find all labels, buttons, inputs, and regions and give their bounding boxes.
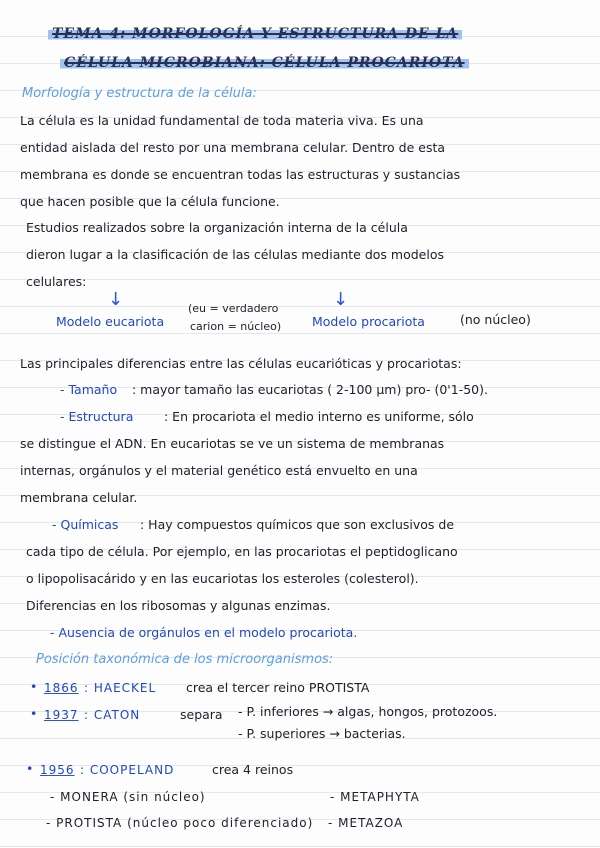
paragraph-line-7: celulares:	[26, 274, 87, 289]
difference-organelles: - Ausencia de orgánulos en el modelo procariota.	[50, 625, 358, 640]
kingdom-monera: - MONERA (sin núcleo)	[50, 790, 206, 804]
page-title-line-2: CÉLULA MICROBIANA: CÉLULA PROCARIOTA	[60, 55, 469, 71]
difference-chemical-line-4: Diferencias en los ribosomas y algunas enzimas.	[26, 598, 331, 613]
difference-chemical-line-3: o lipopolisacárido y en las eucariotas los esteroles (colesterol).	[26, 571, 419, 586]
copeland-text: crea 4 reinos	[212, 762, 294, 777]
difference-structure-line-4: membrana celular.	[20, 490, 138, 505]
paragraph-line-6: dieron lugar a la clasificación de las células mediante dos modelos	[26, 247, 444, 262]
model-prokaryote-note: (no núcleo)	[460, 312, 531, 327]
caton-text: separa	[180, 707, 223, 722]
copeland-name: : COOPELAND	[80, 763, 175, 777]
kingdom-protista: - PROTISTA (núcleo poco diferenciado)	[46, 816, 314, 830]
haeckel-year: 1866	[44, 681, 79, 695]
model-eukaryote-label: Modelo eucariota	[56, 314, 165, 329]
bullet-icon: •	[30, 706, 38, 721]
difference-chemical-line-1: : Hay compuestos químicos que son exclusivos de	[140, 517, 455, 532]
paragraph-line-1: La célula es la unidad fundamental de toda materia viva. Es una	[20, 113, 424, 128]
difference-structure-line-1: : En procariota el medio interno es uniforme, sólo	[164, 409, 474, 424]
section-heading-morphology: Morfología y estructura de la célula:	[22, 86, 257, 101]
section-heading-taxonomy: Posición taxonómica de los microorganismos:	[36, 652, 334, 667]
kingdom-metazoa: - METAZOA	[328, 816, 404, 830]
caton-year: 1937	[44, 708, 79, 722]
caton-item-2: - P. superiores → bacterias.	[238, 726, 406, 741]
difference-chemical-line-2: cada tipo de célula. Por ejemplo, en las procariotas el peptidoglicano	[26, 544, 458, 559]
copeland-year: 1956	[40, 763, 75, 777]
difference-size-text: : mayor tamaño las eucariotas ( 2-100 μm) pro- (0'1-50).	[132, 382, 488, 397]
paragraph-line-3: membrana es donde se encuentran todas las estructuras y sustancias	[20, 167, 461, 182]
haeckel-name: : HAECKEL	[84, 681, 157, 695]
kingdom-metaphyta: - METAPHYTA	[330, 790, 420, 804]
paragraph-line-2: entidad aislada del resto por una membrana celular. Dentro de esta	[20, 140, 446, 155]
haeckel-text: crea el tercer reino PROTISTA	[186, 680, 370, 695]
difference-size-label: - Tamaño	[60, 382, 118, 397]
paragraph-line-5: Estudios realizados sobre la organización interna de la célula	[26, 220, 408, 235]
arrow-down-icon: ↓	[108, 289, 124, 310]
page-title-line-1: TEMA 4: MORFOLOGÍA Y ESTRUCTURA DE LA	[48, 26, 462, 42]
difference-structure-line-2: se distingue el ADN. En eucariotas se ve un sistema de membranas	[20, 436, 445, 451]
differences-intro: Las principales diferencias entre las células eucarióticas y procariotas:	[20, 356, 462, 371]
paragraph-line-4: que hacen posible que la célula funcione.	[20, 194, 280, 209]
difference-structure-line-3: internas, orgánulos y el material genético está envuelto en una	[20, 463, 418, 478]
caton-name: : CATON	[84, 708, 141, 722]
model-prokaryote-label: Modelo procariota	[312, 314, 425, 329]
model-eukaryote-note-2: carion = núcleo)	[190, 320, 282, 333]
arrow-down-icon: ↓	[333, 289, 349, 310]
caton-item-1: - P. inferiores → algas, hongos, protozoos.	[238, 704, 498, 719]
bullet-icon: •	[26, 761, 34, 776]
difference-chemical-label: - Químicas	[52, 517, 119, 532]
model-eukaryote-note-1: (eu = verdadero	[188, 302, 279, 315]
difference-structure-label: - Estructura	[60, 409, 134, 424]
bullet-icon: •	[30, 679, 38, 694]
